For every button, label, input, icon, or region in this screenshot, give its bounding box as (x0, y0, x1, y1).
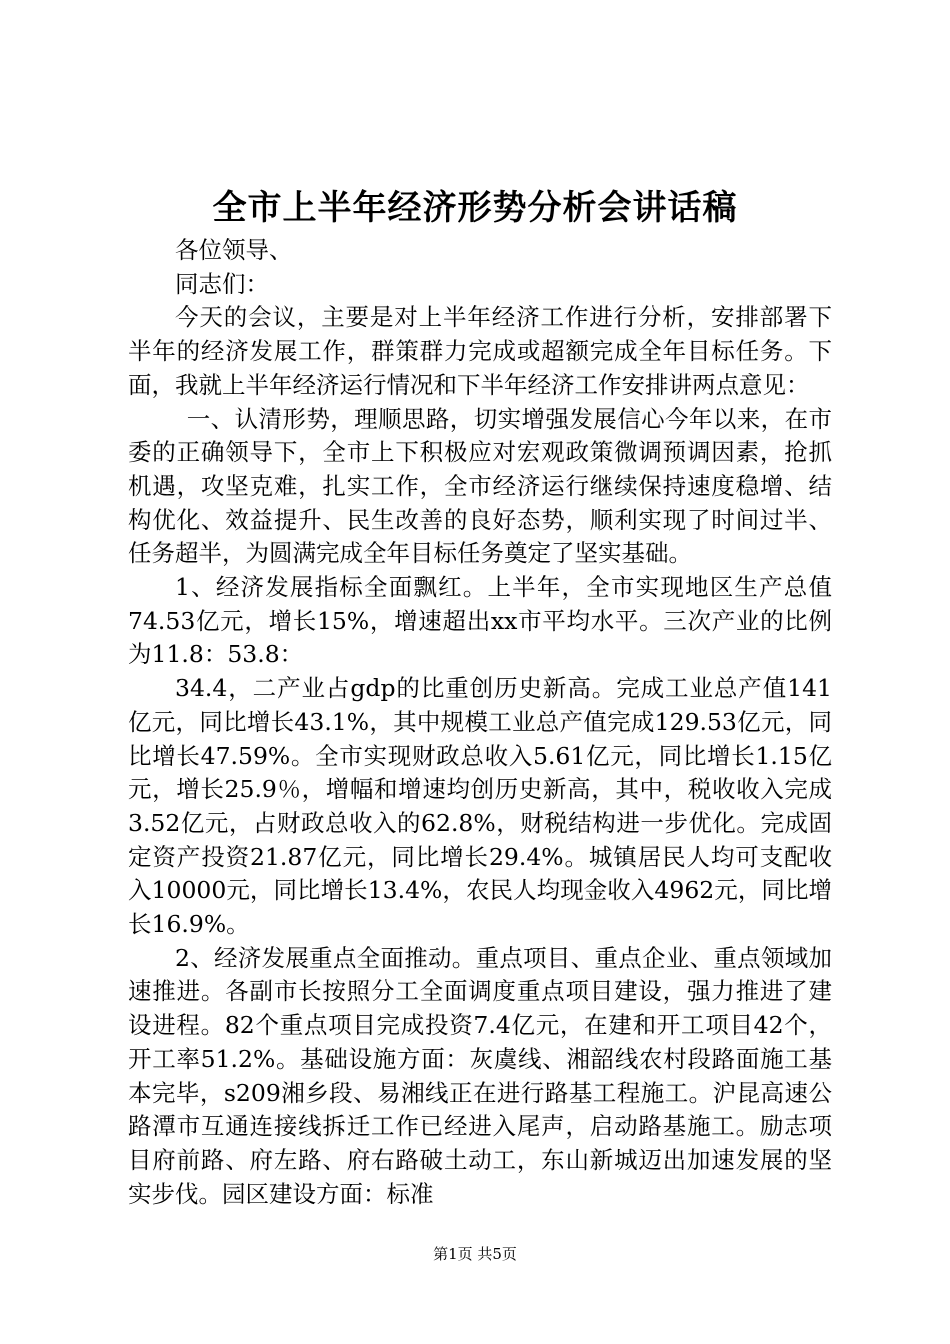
document-title: 全市上半年经济形势分析会讲话稿 (212, 188, 738, 228)
paragraph-intro: 今天的会议，主要是对上半年经济工作进行分析，安排部署下半年的经济发展工作，群策群力完成或超额完成全年目标任务。下面，我就上半年经济运行情况和下半年经济工作安排讲两点意见： (128, 303, 832, 399)
document-body (128, 234, 832, 1211)
paragraph-indicators: 1、经济发展指标全面飘红。上半年，全市实现地区生产总值74.53亿元，增长15%，增速超出xx市平均水平。三次产业的比例为11.8：53.8： (128, 573, 832, 669)
paragraph-section-one: 一、认清形势，理顺思路，切实增强发展信心今年以来，在市委的正确领导下，全市上下积极应对宏观政策微调预调因素，抢抓机遇，攻坚克难，扎实工作，全市经济运行继续保持速度稳增、结构优化、效益提升、民生改善的良好态势，顺利实现了时间过半、任务超半，为圆满完成全年目标任务奠定了坚实基础。 (128, 404, 832, 568)
page-number-footer: 第1页 共5页 (433, 1245, 517, 1263)
paragraph-key-projects: 2、经济发展重点全面推动。重点项目、重点企业、重点领域加速推进。各副市长按照分工全面调度重点项目建设，强力推进了建设进程。82个重点项目完成投资7.4亿元，在建和开工项目42个，开工率51.2%。基础设施方面：灰虞线、湘韶线农村段路面施工基本完毕，s209湘乡段、易湘线正在进行路基工程施工。沪昆高速公路潭市互通连接线拆迁工作已经进入尾声，启动路基施工。励志项目府前路、府左路、府右路破土动工，东山新城迈出加速发展的坚实步伐。园区建设方面：标准 (128, 943, 832, 1208)
salutation-leaders: 各位领导、 (175, 236, 293, 264)
salutation-comrades: 同志们： (175, 269, 269, 298)
paragraph-statistics: 34.4，二产业占gdp的比重创历史新高。完成工业总产值141亿元，同比增长43.1%，其中规模工业总产值完成129.53亿元，同比增长47.59%。全市实现财政总收入5.61亿元，同比增长1.15亿元，增长25.9％，增幅和增速均创历史新高，其中，税收收入完成3.52亿元，占财政总收入的62.8%，财税结构进一步优化。完成固定资产投资21.87亿元，同比增长29.4%。城镇居民人均可支配收入10000元，同比增长13.4%，农民人均现金收入4962元，同比增长16.9%。 (128, 674, 832, 939)
